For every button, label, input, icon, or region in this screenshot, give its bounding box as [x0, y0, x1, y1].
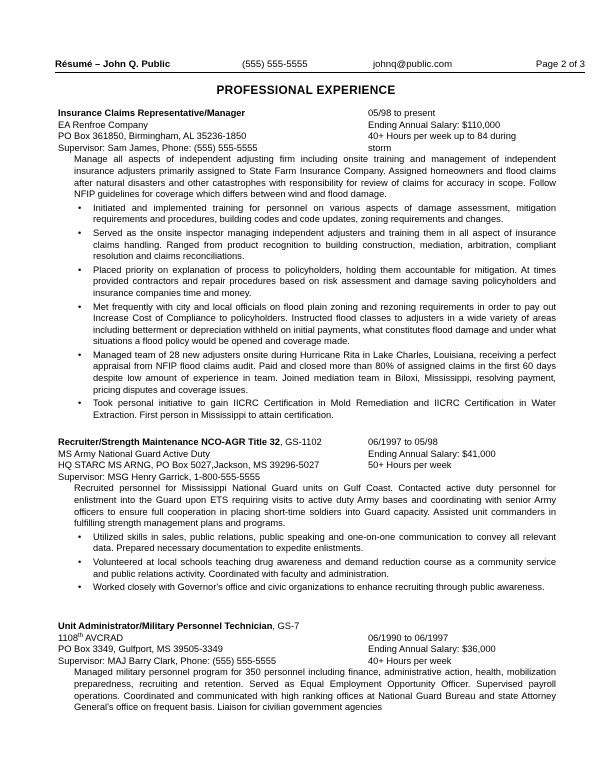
job-hours: 40+ Hours per week [368, 655, 452, 666]
page-header [55, 59, 585, 73]
job-grade: , GS-7 [272, 621, 300, 631]
job-address: PO Box 3349, Gulfport, MS 39505-3349 [58, 644, 223, 655]
job-salary: Ending Annual Salary: $41,000 [368, 448, 496, 459]
list-item: • Worked closely with Governor's office and civic organizations to enhance recruiting through public awareness. [78, 582, 545, 593]
job-supervisor: Supervisor: MSG Henry Garrick, 1-800-555-5555 [58, 471, 261, 482]
header-page-number: Page 2 of 3 [535, 59, 585, 70]
job-summary: Manage all aspects of independent adjusting firm including onsite training and management of independent insurance adjusters primarily assigned to State Farm Insurance Company. Assigned homeowners and flood claims after natural disasters and other catastrophes with responsibility for review of claims for accuracy in scope. Follow NFIP guidelines for coverage which differs between wind and flood damage. [74, 154, 556, 200]
job-bullet-list [58, 203, 556, 422]
job-title: Unit Administrator/Military Personnel Technician [58, 621, 273, 631]
list-item: • Served as the onsite inspector managing independent adjusters and training them in all aspect of insurance claims handling. Ranged from product recognition to building construction, mediation, arbitration, compliant resolution and claims reconciliations. [78, 227, 556, 262]
job-employer: EA Renfroe Company [58, 119, 148, 130]
job-hours-cont: storm [368, 142, 392, 153]
job-dates: 06/1990 to 06/1997 [368, 632, 449, 643]
section-title: PROFESSIONAL EXPERIENCE [216, 83, 396, 97]
job-bullet-list [58, 532, 556, 594]
job-salary: Ending Annual Salary: $110,000 [368, 119, 501, 130]
job-title: Insurance Claims Representative/Manager [58, 108, 246, 118]
job-title: Recruiter/Strength Maintenance NCO-AGR Title 32 [58, 437, 280, 447]
list-item: • Managed team of 28 new adjusters onsite during Hurricane Rita in Lake Charles, Louisiana, receiving a perfect appraisal from NFIP flood claims audit. Paid and closed more than 80% of assigned claims in the first 60 days despite low amount of experience in team. Joined mediation team in Biloxi, Mississippi, resolving payment, pricing disputes and coverage issues. [78, 349, 556, 395]
job-supervisor: Supervisor: Sam James, Phone: (555) 555-5555 [58, 142, 258, 153]
job-hours: 50+ Hours per week [368, 460, 452, 471]
job-address: PO Box 361850, Birmingham, AL 35236-1850 [58, 131, 247, 142]
list-item: • Volunteered at local schools teaching drug awareness and demand reduction course as a community service and public relations activity. Coordinated with faculty and administration. [78, 556, 556, 579]
list-item: • Initiated and implemented training for personnel on various aspects of damage assessment, mitigation requirements and procedures, building codes and code updates, zoning requirements and changes. [78, 202, 556, 225]
job-dates: 05/98 to present [368, 108, 436, 118]
job-grade: , GS-1102 [279, 437, 322, 447]
job-employer: 1108th AVCRAD [58, 632, 124, 643]
job-summary: Managed military personnel program for 350 personnel including finance, administrative action, health, mobilization preparedness, recruiting and retention. Served as Equal Employment Opportunity Officer. Supervised payroll operations. Coordinated and communicated with high ranking offices at National Guard Bureau and state Attorney General's office on frequent basis. Liaison for civilian government agencies [74, 667, 556, 713]
list-item: • Met frequently with city and local officials on flood plain zoning and rezoning requirements in order to pay out Increase Cost of Compliance to policyholders. Instructed flood classes to adjusters in a wide variety of areas including betterment or depreciation withheld on initial payments, what constitutes flood damage and under what situations a flood policy would be opened and coverage made. [78, 301, 556, 347]
job-entry [58, 108, 556, 423]
list-item: • Took personal initiative to gain IICRC Certification in Mold Remediation and IICRC Certification in Water Extraction. First person in Mississippi to attain certification. [78, 398, 556, 420]
job-entry [58, 621, 556, 714]
header-name: Résumé – John Q. Public [55, 59, 171, 70]
job-hours: 40+ Hours per week up to 84 during [368, 131, 517, 142]
list-item: • Utilized skills in sales, public relations, public speaking and one-on-one communication to convey all relevant data. Prepared necessary documentation to expedite enlistments. [78, 531, 556, 554]
job-dates: 06/1997 to 05/98 [368, 437, 438, 447]
job-salary: Ending Annual Salary: $36,000 [368, 644, 496, 655]
job-employer: MS Army National Guard Active Duty [58, 448, 210, 459]
job-summary: Recruited personnel for Mississippi National Guard units on Gulf Coast. Contacted active duty personnel for enlistment into the Guard upon ETS requiring visits to active duty Army bases and coordinating with senior Army officers to ensure full cooperation in placing short-time soldiers into Guard capacity. Assisted unit commanders in fulfilling strength management plans and programs. [74, 483, 556, 529]
list-item: • Placed priority on explanation of process to policyholders, holding them accountable for mitigation. At times provided contractors and repair procedures based on risk assessment and damage saving policyholders and insurance companies time and money. [78, 264, 556, 298]
job-entry [58, 437, 556, 596]
header-phone: (555) 555-5555 [242, 59, 308, 70]
header-email: johnq@public.com [373, 59, 453, 70]
job-supervisor: Supervisor: MAJ Barry Clark, Phone: (555) 555-5555 [58, 655, 277, 666]
job-address: HQ STARC MS ARNG, PO Box 5027,Jackson, MS 39296-5027 [58, 460, 320, 471]
